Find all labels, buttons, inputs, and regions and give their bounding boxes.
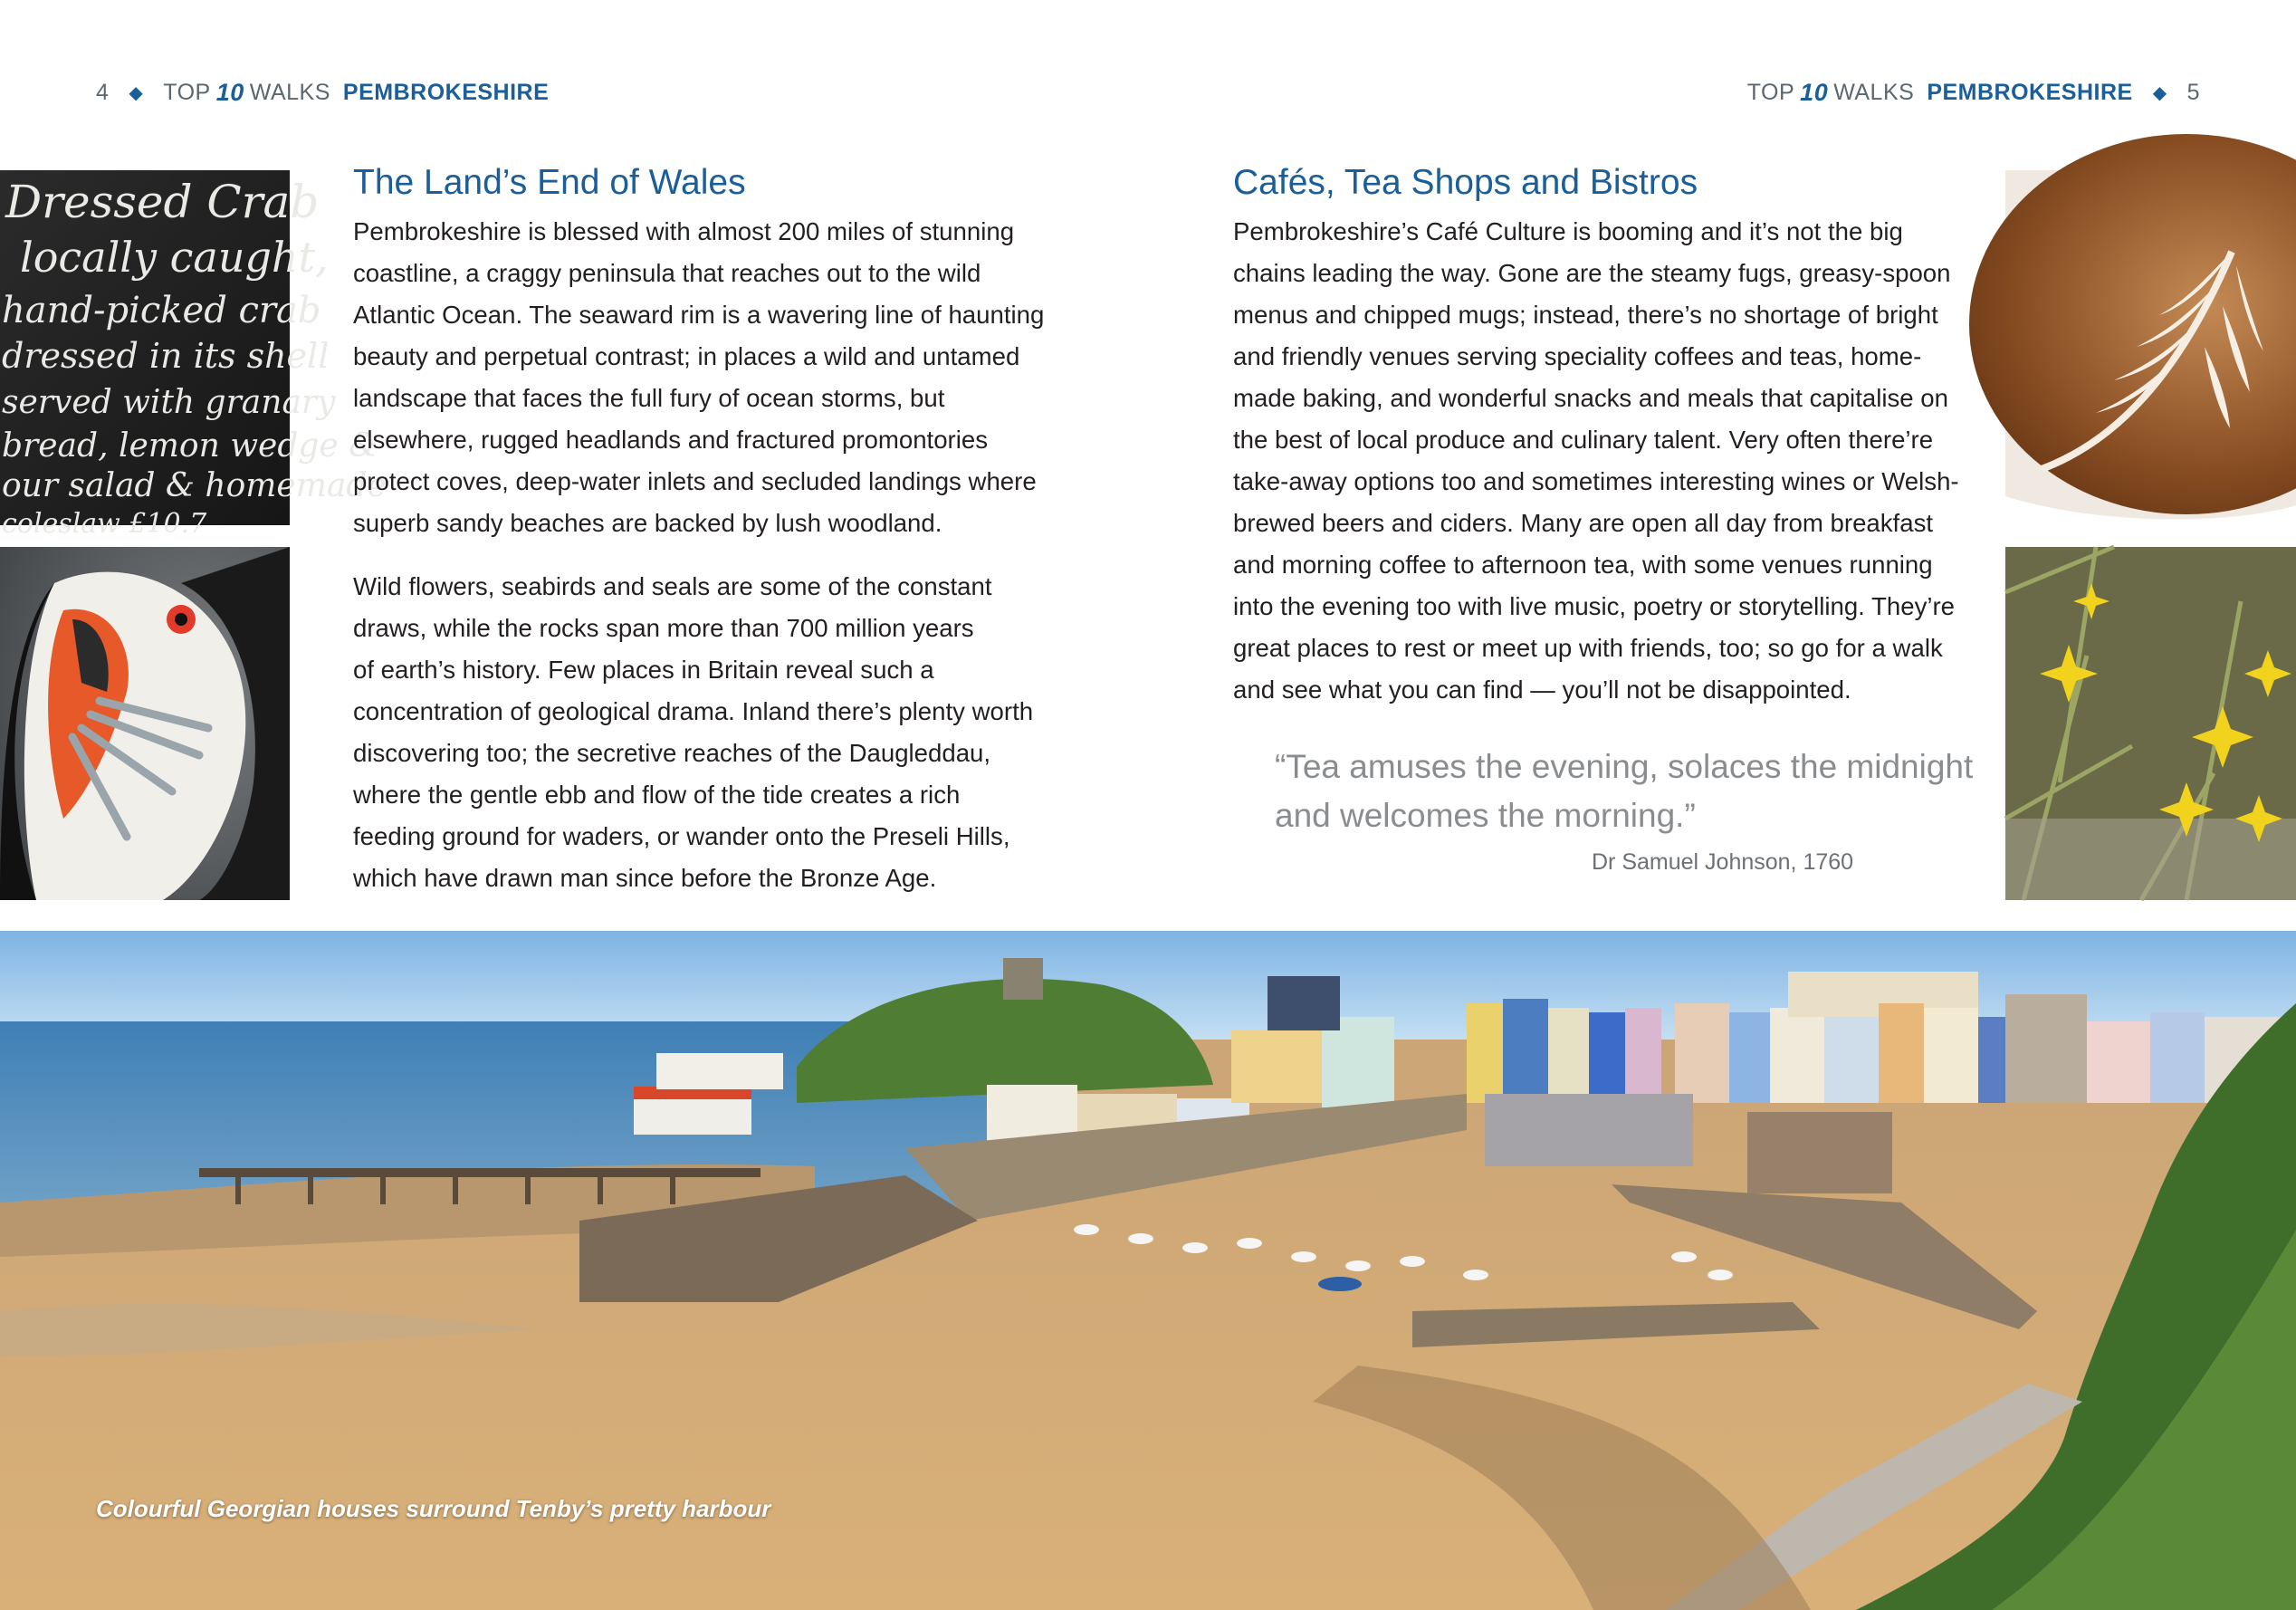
chalk-line-1: Dressed Crab [5, 176, 320, 228]
chalk-line-3: hand-picked crab [2, 290, 321, 331]
text-line: elsewhere, rugged headlands and fractured promontories [353, 426, 989, 454]
text-line: Pembrokeshire is blessed with almost 200 miles of stunning [353, 217, 1015, 245]
wildflower-photo [2005, 547, 2296, 900]
text-line: draws, while the rocks span more than 700 million years [353, 614, 974, 642]
text-line: and friendly venues serving speciality coffees and teas, home- [1233, 342, 1922, 370]
text-line: great places to rest or meet up with friends, too; so go for a walk [1233, 634, 1943, 662]
text-line: menus and chipped mugs; instead, there’s no shortage of bright [1233, 301, 1938, 329]
text-line: of earth’s history. Few places in Britain reveal such a [353, 656, 934, 684]
text-line: the best of local produce and culinary talent. Very often there’re [1233, 426, 1934, 454]
chalkboard-photo [0, 170, 387, 540]
chalk-line-5: served with granary [2, 384, 336, 421]
series-walks: WALKS [249, 79, 330, 105]
puffin-photo [0, 547, 290, 900]
text-line: Pembrokeshire’s Café Culture is booming and it’s not the big [1233, 217, 1903, 245]
text-line: concentration of geological drama. Inland there’s plenty worth [353, 697, 1034, 725]
running-head-right [1747, 74, 2200, 110]
diamond-icon: ◆ [2152, 82, 2167, 103]
text-line: beauty and perpetual contrast; in places a wild and untamed [353, 342, 1020, 370]
text-line: feeding ground for waders, or wander onto the Preseli Hills, [353, 822, 1010, 850]
text-line: made baking, and wonderful snacks and meals that capitalise on [1233, 384, 1948, 412]
text-line: and see what you can find — you’ll not be disappointed. [1233, 676, 1851, 704]
series-walks: WALKS [1833, 79, 1915, 105]
series-region: PEMBROKESHIRE [1927, 79, 2133, 105]
text-line: coastline, a craggy peninsula that reaches out to the wild [353, 259, 981, 287]
text-line: Wild flowers, seabirds and seals are some of the constant [353, 572, 992, 600]
chalk-line-7: our salad & homemade [2, 467, 387, 504]
left-section-title: The Land’s End of Wales [353, 163, 746, 202]
photo-caption: Colourful Georgian houses surround Tenby’s pretty harbour [96, 1495, 771, 1522]
chalk-line-2: locally caught, [20, 233, 329, 282]
text-line: discovering too; the secretive reaches of the Daugleddau, [353, 739, 991, 767]
text-line: where the gentle ebb and flow of the tide creates a rich [353, 781, 961, 809]
diamond-icon: ◆ [129, 82, 144, 103]
series-ten: 10 [1800, 78, 1829, 106]
text-line: superb sandy beaches are backed by lush woodland. [353, 509, 942, 537]
page-number-left: 4 [96, 79, 110, 105]
right-section-title: Cafés, Tea Shops and Bistros [1233, 163, 1698, 202]
text-line: landscape that faces the full fury of ocean storms, but [353, 384, 945, 412]
text-line: which have drawn man since before the Bronze Age. [353, 864, 937, 892]
text-line: Atlantic Ocean. The seaward rim is a wavering line of haunting [353, 301, 1045, 329]
text-line: chains leading the way. Gone are the steamy fugs, greasy-spoon [1233, 259, 1951, 287]
quote-line: “Tea amuses the evening, solaces the midnight [1275, 748, 1974, 785]
text-line: brewed beers and ciders. Many are open all day from breakfast [1233, 509, 1934, 537]
chalk-line-6: bread, lemon wedge & [2, 427, 378, 465]
page-number-right: 5 [2186, 79, 2200, 105]
series-ten: 10 [215, 78, 244, 106]
right-section-body [1233, 211, 2003, 711]
paragraph-2 [353, 566, 1077, 899]
paragraph-1 [353, 211, 1077, 544]
running-head-left [96, 74, 549, 110]
text-line: into the evening too with live music, poetry or storytelling. They’re [1233, 592, 1956, 620]
series-top: TOP [163, 79, 211, 105]
series-region: PEMBROKESHIRE [342, 79, 550, 105]
text-line: take-away options too and sometimes interesting wines or Welsh- [1233, 467, 1959, 495]
left-section-body [353, 211, 1077, 899]
pull-quote [1275, 743, 1999, 840]
coffee-photo [2005, 170, 2296, 525]
quote-line: and welcomes the morning.” [1275, 797, 1696, 834]
chalk-line-4: dressed in its shell [2, 336, 330, 376]
text-line: protect coves, deep-water inlets and secluded landings where [353, 467, 1037, 495]
series-top: TOP [1746, 79, 1795, 105]
quote-attribution: Dr Samuel Johnson, 1760 [1592, 849, 1854, 875]
text-line: and morning coffee to afternoon tea, with some venues running [1233, 551, 1933, 579]
chalk-line-8: coleslaw £10.7 [2, 508, 207, 540]
